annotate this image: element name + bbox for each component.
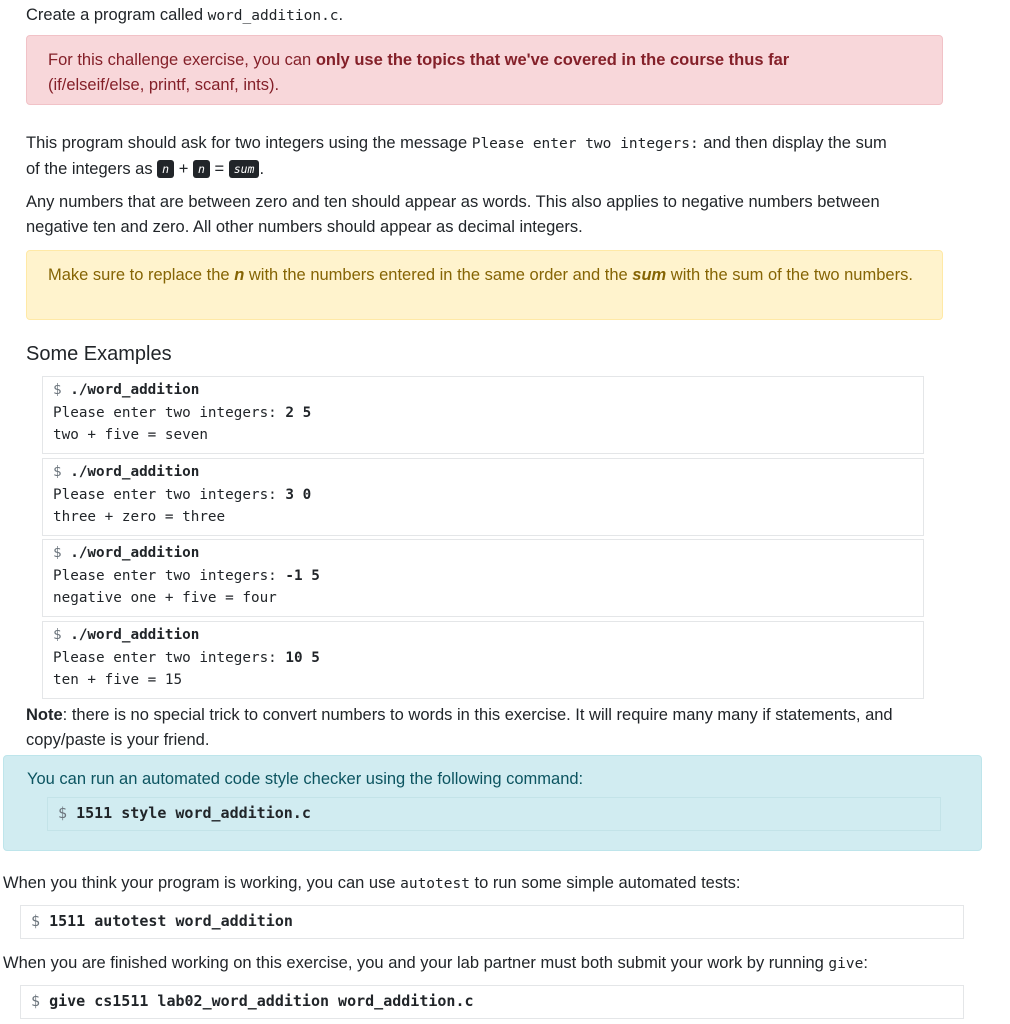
style-command: 1511 style word_addition.c [76, 804, 311, 822]
emphasis-sum: sum [632, 266, 667, 284]
restriction-alert: For this challenge exercise, you can only use the topics that we've covered in the course thus far (if/elseif/else, printf, scanf, ints). [26, 35, 943, 105]
example-block: $ ./word_addition Please enter two integers: 3 0 three + zero = three [42, 458, 924, 536]
intro-text: Create a program called word_addition.c. [26, 6, 344, 24]
program-description: This program should ask for two integers using the message Please enter two integers: and then display the sum of the integers as n + n = sum . [26, 134, 887, 178]
give-command-box: $ give cs1511 lab02_word_addition word_addition.c [20, 985, 964, 1019]
placeholder-n: n [157, 160, 174, 178]
give-command: give cs1511 lab02_word_addition word_addition.c [49, 992, 474, 1010]
words-rule-text: Any numbers that are between zero and ten should appear as words. This also applies to negative numbers between negative ten and zero. All other numbers should appear as decimal integers. [26, 193, 880, 236]
filename-code: word_addition.c [207, 8, 339, 24]
prompt-message-code: Please enter two integers: [471, 136, 699, 152]
autotest-command-box: $ 1511 autotest word_addition [20, 905, 964, 939]
placeholder-n: n [193, 160, 210, 178]
note-label: Note [26, 706, 63, 724]
give-code: give [828, 956, 864, 972]
autotest-code: autotest [400, 876, 470, 892]
autotest-command: 1511 autotest word_addition [49, 912, 293, 930]
restriction-bold: only use the topics that we've covered in the course thus far [315, 51, 790, 69]
give-text: When you are finished working on this exercise, you and your lab partner must both submit your work by running give: [3, 954, 868, 972]
note-text: Note: there is no special trick to convert numbers to words in this exercise. It will require many many if statements, and copy/paste is your friend. [26, 706, 893, 749]
style-checker-text: You can run an automated code style checker using the following command: [27, 770, 584, 788]
example-block: $ ./word_addition Please enter two integers: 10 5 ten + five = 15 [42, 621, 924, 699]
examples-heading: Some Examples [26, 343, 172, 365]
example-block: $ ./word_addition Please enter two integers: -1 5 negative one + five = four [42, 539, 924, 617]
replace-warning-alert: Make sure to replace the n with the numbers entered in the same order and the sum with the sum of the two numbers. [26, 250, 943, 320]
style-checker-alert [3, 755, 982, 851]
autotest-text: When you think your program is working, you can use autotest to run some simple automated tests: [3, 874, 741, 892]
emphasis-n: n [234, 266, 245, 284]
example-block: $ ./word_addition Please enter two integers: 2 5 two + five = seven [42, 376, 924, 454]
placeholder-sum: sum [229, 160, 260, 178]
style-command-box: $ 1511 style word_addition.c [47, 797, 941, 831]
